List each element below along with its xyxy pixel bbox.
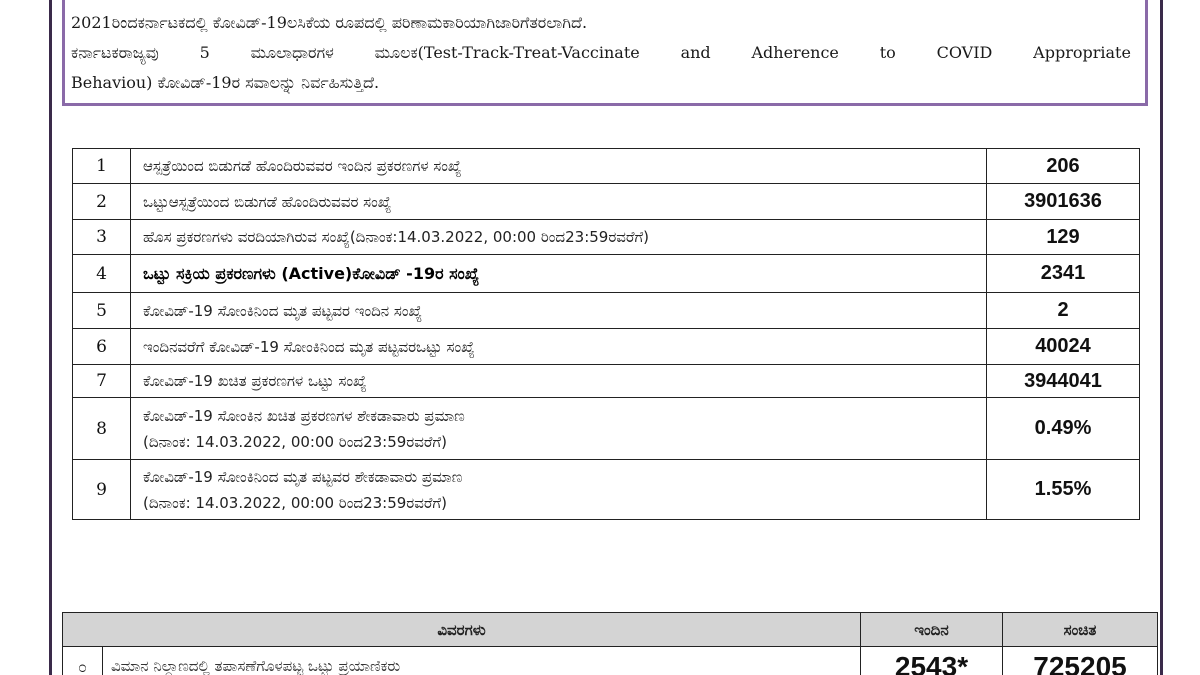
- row-description: [131, 398, 987, 460]
- row-number: 8: [73, 398, 131, 460]
- row-number: 1: [73, 149, 131, 184]
- row-value: 2: [987, 293, 1140, 329]
- row-description: ಒಟ್ಟು ಸಕ್ರಿಯ ಪ್ರಕರಣಗಳು (Active)ಕೋವಿಡ್ -19ರ ಸಂಖ್ಯೆ: [131, 255, 987, 293]
- details-table: [62, 612, 1158, 675]
- row-description: ಒಟ್ಟುಆಸ್ಪತ್ರೆಯಿಂದ ಬಿಡುಗಡೆ ಹೊಂದಿರುವವರ ಸಂಖ್ಯೆ: [131, 184, 987, 220]
- row-number: 7: [73, 365, 131, 398]
- page-border-right: [1160, 0, 1163, 675]
- row-number: ೦: [63, 647, 103, 675]
- cumulative-value: 725205: [1003, 647, 1158, 675]
- today-value: 2543*: [861, 647, 1003, 675]
- row-number: 2: [73, 184, 131, 220]
- table-row: [73, 220, 1140, 255]
- notice-word: and: [680, 43, 711, 62]
- table-row: [73, 184, 1140, 220]
- row-value: 1.55%: [987, 460, 1140, 520]
- notice-box: [62, 0, 1148, 106]
- row-value: 206: [987, 149, 1140, 184]
- header-today: ಇಂದಿನ: [861, 613, 1003, 647]
- table-row: [73, 255, 1140, 293]
- row-number: 5: [73, 293, 131, 329]
- row-value: 40024: [987, 329, 1140, 365]
- row-description: ಕೋವಿಡ್-19 ಸೋಂಕಿನಿಂದ ಮೃತ ಪಟ್ಟವರ ಇಂದಿನ ಸಂಖ್ಯೆ: [131, 293, 987, 329]
- row-value: 0.49%: [987, 398, 1140, 460]
- row-description-line-2: (ದಿನಾಂಕ: 14.03.2022, 00:00 ರಿಂದ23:59ರವರೆಗೆ): [143, 432, 447, 451]
- row-number: 6: [73, 329, 131, 365]
- row-number: 4: [73, 255, 131, 293]
- header-details: ವಿವರಗಳು: [63, 613, 861, 647]
- notice-word: ಮೂಲಕ(Test-Track-Treat-Vaccinate: [374, 43, 640, 62]
- table-row: [73, 460, 1140, 520]
- row-number: 9: [73, 460, 131, 520]
- row-description-line-2: (ದಿನಾಂಕ: 14.03.2022, 00:00 ರಿಂದ23:59ರವರೆಗೆ): [143, 493, 447, 512]
- row-value: 2341: [987, 255, 1140, 293]
- row-value: 3944041: [987, 365, 1140, 398]
- row-description-line-1: ಕೋವಿಡ್-19 ಸೋಂಕಿನ ಖಚಿತ ಪ್ರಕರಣಗಳ ಶೇಕಡಾವಾರು ಪ್ರಮಾಣ: [143, 406, 465, 425]
- table-row: [73, 365, 1140, 398]
- notice-word: COVID: [936, 43, 993, 62]
- details-header-row: [63, 613, 1158, 647]
- notice-line-1: 2021ರಿಂದಕರ್ನಾಟಕದಲ್ಲಿ ಕೋವಿಡ್-19ಲಸಿಕೆಯ ರೂಪದಲ್ಲಿ ಪರಿಣಾಮಕಾರಿಯಾಗಿಜಾರಿಗೆತರಲಾಗಿದೆ.: [71, 13, 588, 32]
- row-description: ಕೋವಿಡ್-19 ಖಚಿತ ಪ್ರಕರಣಗಳ ಒಟ್ಟು ಸಂಖ್ಯೆ: [131, 365, 987, 398]
- row-value: 129: [987, 220, 1140, 255]
- page-border-left: [49, 0, 52, 675]
- row-description-line-1: ಕೋವಿಡ್-19 ಸೋಂಕಿನಿಂದ ಮೃತ ಪಟ್ಟವರ ಶೇಕಡಾವಾರು ಪ್ರಮಾಣ: [143, 467, 463, 486]
- notice-word: Adherence: [751, 43, 839, 62]
- notice-word: to: [879, 43, 896, 62]
- notice-word: Appropriate: [1033, 43, 1131, 62]
- table-row: [63, 647, 1158, 675]
- row-description: ವಿಮಾನ ನಿಲ್ದಾಣದಲ್ಲಿ ತಪಾಸಣೆಗೊಳಪಟ್ಟ ಒಟ್ಟು ಪ್ರಯಾಣಿಕರು: [103, 647, 861, 675]
- notice-word: 5: [199, 43, 210, 62]
- row-number: 3: [73, 220, 131, 255]
- table-row: [73, 329, 1140, 365]
- notice-word: ಮೂಲಾಧಾರಗಳ: [250, 43, 334, 62]
- row-description: [131, 460, 987, 520]
- table-row: [73, 398, 1140, 460]
- table-row: [73, 293, 1140, 329]
- notice-word: ಕರ್ನಾಟಕರಾಜ್ಯವು: [71, 43, 159, 62]
- table-row: [73, 149, 1140, 184]
- notice-line-3: Behaviou) ಕೋವಿಡ್-19ರ ಸವಾಲನ್ನು ನಿರ್ವಹಿಸುತ್ತಿದೆ.: [71, 73, 380, 92]
- header-cumulative: ಸಂಚಿತ: [1003, 613, 1158, 647]
- row-description: ಇಂದಿನವರೆಗೆ ಕೋವಿಡ್-19 ಸೋಂಕಿನಿಂದ ಮೃತ ಪಟ್ಟವರಒಟ್ಟು ಸಂಖ್ಯೆ: [131, 329, 987, 365]
- row-value: 3901636: [987, 184, 1140, 220]
- notice-line-2: [71, 38, 1131, 68]
- stats-table: [72, 148, 1140, 520]
- row-description: ಹೊಸ ಪ್ರಕರಣಗಳು ವರದಿಯಾಗಿರುವ ಸಂಖ್ಯೆ(ದಿನಾಂಕ:14.03.2022, 00:00 ರಿಂದ23:59ರವರೆಗೆ): [131, 220, 987, 255]
- row-description: ಆಸ್ಪತ್ರೆಯಿಂದ ಬಿಡುಗಡೆ ಹೊಂದಿರುವವರ ಇಂದಿನ ಪ್ರಕರಣಗಳ ಸಂಖ್ಯೆ: [131, 149, 987, 184]
